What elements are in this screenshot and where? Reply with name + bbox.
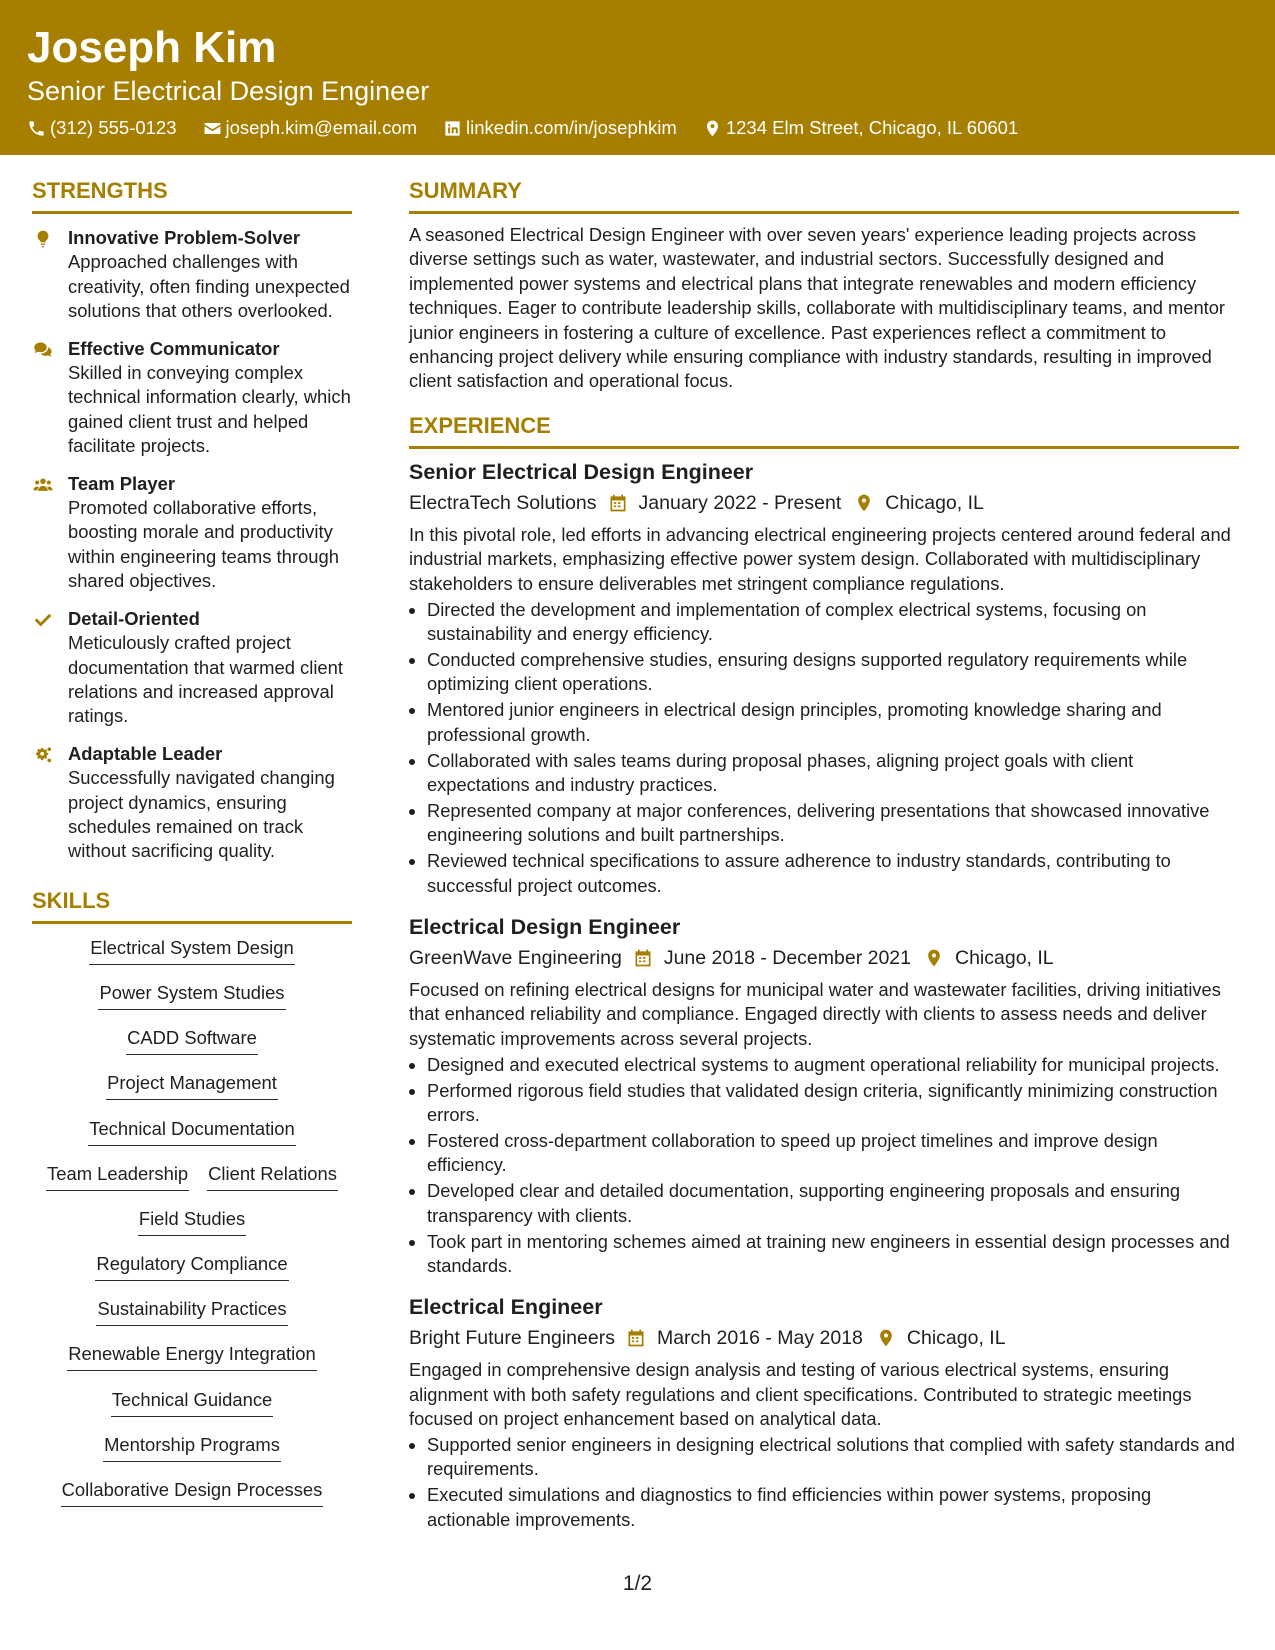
skill-row bbox=[32, 1162, 352, 1207]
job-meta bbox=[409, 1323, 1239, 1353]
resume-header bbox=[0, 0, 1275, 155]
job-bullet: • Conducted comprehensive studies, ensuring designs supported regulatory requirements while optimizing client operations. bbox=[427, 648, 1239, 697]
calendar-icon bbox=[608, 493, 628, 513]
job-bullet: • Represented company at major conferences, delivering presentations that showcased innovative engineering solutions and built partnerships. bbox=[427, 799, 1239, 848]
job-bullets bbox=[409, 1053, 1239, 1279]
comments-icon bbox=[32, 337, 68, 459]
strength-text: Meticulously crafted project documentation that warmed client relations and increased approval ratings. bbox=[68, 632, 343, 727]
address-text: 1234 Elm Street, Chicago, IL 60601 bbox=[725, 117, 1019, 138]
skill-row bbox=[32, 1117, 352, 1162]
job-title: Senior Electrical Design Engineer bbox=[409, 459, 754, 484]
skill-tag: Renewable Energy Integration bbox=[67, 1342, 316, 1371]
job-bullet: • Executed simulations and diagnostics to find efficiencies within power systems, proposing actionable improvements. bbox=[427, 1483, 1239, 1532]
strengths-heading: STRENGTHS bbox=[32, 176, 352, 214]
strength-title: Effective Communicator bbox=[68, 337, 280, 359]
phone-text: (312) 555-0123 bbox=[50, 117, 177, 138]
skill-tag: Electrical System Design bbox=[89, 936, 294, 965]
skill-row bbox=[32, 1342, 352, 1387]
calendar-icon bbox=[633, 948, 653, 968]
skill-tag: Technical Documentation bbox=[88, 1117, 295, 1146]
job-entry bbox=[409, 912, 1239, 1278]
page-number: 1/2 bbox=[622, 1572, 653, 1595]
skill-row bbox=[32, 1433, 352, 1478]
job-location: Chicago, IL bbox=[885, 491, 984, 514]
job-dates: June 2018 - December 2021 bbox=[663, 946, 911, 969]
skill-tag: Mentorship Programs bbox=[103, 1433, 281, 1462]
skill-tag: Power System Studies bbox=[98, 981, 285, 1010]
job-bullet: • Designed and executed electrical systems to augment operational reliability for municipal projects. bbox=[427, 1053, 1239, 1077]
skill-row bbox=[32, 1026, 352, 1071]
job-entry bbox=[409, 1292, 1239, 1532]
strength-item bbox=[32, 742, 352, 864]
job-bullet: • Mentored junior engineers in electrical design principles, promoting knowledge sharing and professional growth. bbox=[427, 698, 1239, 747]
email-text: joseph.kim@email.com bbox=[225, 117, 418, 138]
skill-row bbox=[32, 936, 352, 981]
company-name: GreenWave Engineering bbox=[409, 946, 622, 969]
phone-icon bbox=[27, 119, 46, 138]
job-bullet: • Fostered cross-department collaboration to speed up project timelines and improve design efficiency. bbox=[427, 1129, 1239, 1178]
job-description: Engaged in comprehensive design analysis and testing of various electrical systems, ensuring alignment with both safety regulations and client specifications. Contributed to strategic meetings focused on project enhancement based on analytical data. bbox=[409, 1359, 1192, 1430]
left-column bbox=[32, 176, 352, 1523]
skills-heading: SKILLS bbox=[32, 886, 352, 924]
job-description: Focused on refining electrical designs for municipal water and wastewater facilities, driving initiatives that enhanced reliability and compliance. Engaged directly with clients to assess needs and deliver systematic improvements across several projects. bbox=[409, 978, 1221, 1049]
strength-text: Skilled in conveying complex technical information clearly, which gained client trust and helped facilitate projects. bbox=[68, 362, 351, 457]
skill-row bbox=[32, 1297, 352, 1342]
strength-item bbox=[32, 607, 352, 729]
contact-phone[interactable] bbox=[27, 115, 177, 141]
users-icon bbox=[32, 472, 68, 594]
skill-tag: CADD Software bbox=[126, 1026, 258, 1055]
map-pin-icon bbox=[703, 119, 722, 138]
job-location: Chicago, IL bbox=[906, 1327, 1006, 1350]
contact-bar bbox=[27, 115, 1044, 141]
linkedin-icon bbox=[443, 119, 462, 138]
right-column bbox=[409, 176, 1239, 1532]
job-bullet: • Reviewed technical specifications to assure adherence to industry standards, contributing to successful project outcomes. bbox=[427, 849, 1239, 898]
strength-text: Successfully navigated changing project dynamics, ensuring schedules remained on track without sacrificing quality. bbox=[68, 767, 335, 862]
summary-heading: SUMMARY bbox=[409, 176, 1239, 214]
linkedin-text: linkedin.com/in/josephkim bbox=[466, 117, 677, 138]
skill-row bbox=[32, 1252, 352, 1297]
strength-text: Approached challenges with creativity, often finding unexpected solutions that others overlooked. bbox=[68, 251, 350, 322]
job-description: In this pivotal role, led efforts in advancing electrical engineering projects centered around federal and industrial markets, emphasizing effective power system design. Collaborated with multidisciplinary stakeholders to ensure deliverables met stringent compliance regulations. bbox=[409, 523, 1231, 594]
skill-tag: Project Management bbox=[106, 1071, 278, 1100]
strength-title: Adaptable Leader bbox=[68, 742, 223, 764]
skill-tag: Collaborative Design Processes bbox=[61, 1478, 324, 1507]
strength-item bbox=[32, 337, 352, 459]
skill-row bbox=[32, 1388, 352, 1433]
strength-title: Detail-Oriented bbox=[68, 607, 200, 629]
contact-address bbox=[703, 115, 1018, 141]
skills-list bbox=[32, 924, 352, 1523]
strength-text: Promoted collaborative efforts, boosting morale and productivity within engineering teams through shared objectives. bbox=[68, 497, 339, 592]
calendar-icon bbox=[626, 1328, 646, 1348]
candidate-name: Joseph Kim bbox=[27, 23, 277, 72]
cogs-icon bbox=[32, 742, 68, 864]
experience-heading: EXPERIENCE bbox=[409, 411, 1239, 449]
job-bullet: • Collaborated with sales teams during proposal phases, aligning project goals with client expectations and industry practices. bbox=[427, 749, 1239, 798]
skill-row bbox=[32, 1207, 352, 1252]
lightbulb-icon bbox=[32, 226, 68, 324]
contact-linkedin[interactable] bbox=[443, 115, 677, 141]
job-meta bbox=[409, 943, 1239, 973]
job-entry bbox=[409, 457, 1239, 898]
candidate-role: Senior Electrical Design Engineer bbox=[27, 76, 430, 106]
strength-title: Innovative Problem-Solver bbox=[68, 227, 300, 248]
skill-tag: Sustainability Practices bbox=[96, 1297, 287, 1326]
skill-tag: Technical Guidance bbox=[111, 1388, 274, 1417]
company-name: ElectraTech Solutions bbox=[409, 491, 597, 514]
skill-tag: Client Relations bbox=[207, 1162, 338, 1191]
job-title: Electrical Engineer bbox=[409, 1295, 603, 1320]
map-pin-icon bbox=[854, 493, 874, 513]
skill-tag: Regulatory Compliance bbox=[95, 1252, 288, 1281]
skill-tag: Team Leadership bbox=[46, 1162, 189, 1191]
job-bullet: • Developed clear and detailed documentation, supporting engineering proposals and ensuring transparency with clients. bbox=[427, 1179, 1239, 1228]
map-pin-icon bbox=[924, 948, 944, 968]
skill-row bbox=[32, 1071, 352, 1116]
contact-email[interactable] bbox=[203, 115, 418, 141]
job-bullet: • Performed rigorous field studies that validated design criteria, significantly minimizing construction errors. bbox=[427, 1079, 1239, 1128]
job-meta bbox=[409, 488, 1239, 518]
job-bullets bbox=[409, 598, 1239, 898]
job-bullets bbox=[409, 1433, 1239, 1532]
strength-title: Team Player bbox=[68, 472, 176, 494]
skill-tag: Field Studies bbox=[138, 1207, 246, 1236]
skill-row bbox=[32, 1478, 352, 1523]
job-dates: January 2022 - Present bbox=[638, 491, 842, 514]
job-dates: March 2016 - May 2018 bbox=[656, 1327, 863, 1350]
job-bullet: • Directed the development and implementation of complex electrical systems, focusing on sustainability and energy efficiency. bbox=[427, 598, 1239, 647]
job-title: Electrical Design Engineer bbox=[409, 914, 681, 939]
summary-text: A seasoned Electrical Design Engineer with over seven years' experience leading projects across diverse settings such as water, wastewater, and industrial sectors. Successfully designed and implemented power systems and electrical plans that integrate renewables and modern efficiency techniques. Eager to contribute leadership skills, collaborate with multidisciplinary teams, and mentor junior engineers in fostering a culture of excellence. Past experiences reflect a commitment to enhancing project delivery while ensuring compliance with industry standards, resulting in improved client satisfaction and operational focus. bbox=[409, 224, 1225, 392]
check-icon bbox=[32, 607, 68, 729]
strength-item bbox=[32, 472, 352, 594]
map-pin-icon bbox=[876, 1328, 896, 1348]
job-bullet: • Took part in mentoring schemes aimed at training new engineers in essential design processes and standards. bbox=[427, 1230, 1239, 1279]
envelope-icon bbox=[203, 119, 222, 138]
company-name: Bright Future Engineers bbox=[409, 1327, 615, 1350]
strength-item bbox=[32, 226, 352, 324]
strengths-list bbox=[32, 214, 352, 864]
job-bullet: • Supported senior engineers in designing electrical solutions that complied with safety standards and requirements. bbox=[427, 1433, 1239, 1482]
job-location: Chicago, IL bbox=[955, 946, 1054, 969]
skill-row bbox=[32, 981, 352, 1026]
